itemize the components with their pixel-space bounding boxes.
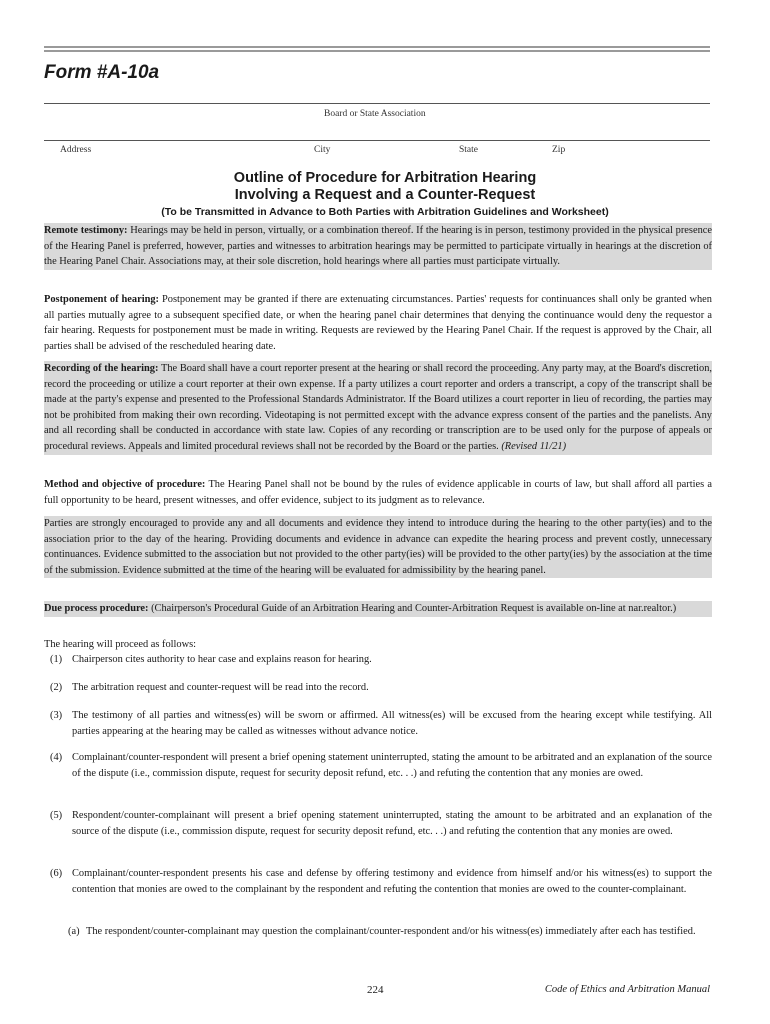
procedure-substep [68,924,712,940]
step-number: (4) [50,752,63,763]
step-text: The testimony of all parties and witness(es) will be sworn or affirmed. All witness(es) will be excused from the hearing except while testifying. All parties appearing at the hearing may be called as witnesses without advance notice. [72,710,712,737]
recording-text: The Board shall have a court reporter present at the hearing or shall record the proceeding. Any party may, at the Board's discretion, record the proceeding or utilize a court reporter at their own expense. If a party utilizes a court reporter and orders a transcript, a copy of the transcript shall be made at the party's expense and presented to the Professional Standards Administrator. If the Board utilizes a court reporter in lieu of recording, the parties may not be prohibited from making their own recording. Videotaping is not permitted except with the advance express consent of the parties and the panelists. Any and all recording shall be conducted in accordance with state law. Copies of any recording or transcription are to be used only for the purpose of appeals or procedural reviews. Appeals and limited procedural reviews shall not be recorded by the Board or the parties. [44,363,713,452]
due-process-text: (Chairperson's Procedural Guide of an Arbitration Hearing and Counter-Arbitration Request is available on-line at nar.realtor.) [151,603,677,614]
step-number: (1) [50,654,63,665]
recording-label: Recording of the hearing: [44,363,159,374]
procedure-step [50,866,712,897]
top-rule [44,46,710,48]
board-field-line[interactable] [44,103,710,104]
parties-text: Parties are strongly encouraged to provide any and all documents and evidence they intend to introduce during the hearing to the other party(ies) and to the association prior to the day of the hearing. Providing documents and evidence in advance can expedite the hearing process and prevent costly, unnecessary continuances. Evidence submitted to the association but not provided to the other party(ies) will be provided to the other party(ies) by the association at the time of the submission. Evidence submitted at the time of the hearing will be evaluated for admissibility by the hearing panel. [44,518,712,576]
procedure-step [50,680,712,696]
step-text: The arbitration request and counter-request will be read into the record. [72,682,369,693]
step-number: (5) [50,810,63,821]
procedure-step [50,750,712,781]
remote-testimony-paragraph [44,223,712,270]
revised-note: (Revised 11/21) [501,440,567,452]
top-rule [44,50,710,52]
step-text: Respondent/counter-complainant will present a brief opening statement uninterrupted, stating the amount to be arbitrated and an explanation of the source of the dispute (i.e., commission dispute, request for security deposit refund, etc. . .) and refuting the contention that any monies are owed. [72,810,712,837]
step-text: Chairperson cites authority to hear case and explains reason for hearing. [72,654,372,665]
remote-testimony-text: Hearings may be held in person, virtually, or a combination thereof. If the hearing is in person, testimony provided in the physical presence of the Hearing Panel is preferred, however, parties and witnesses to arbitration hearings may be permitted to participate virtually in hearings at the discretion of the Hearing Panel Chair. Associations may, at their sole discretion, hold hearings where all parties must participate virtually. [44,225,712,268]
remote-testimony-label: Remote testimony: [44,225,128,236]
zip-field-label: Zip [552,145,566,155]
substep-letter: (a) [68,926,80,937]
postponement-text: Postponement may be granted if there are extenuating circumstances. Parties' requests for continuances shall only be granted when all parties mutually agree to a subsequent specified date, or when the hearing panel chair determines that denying the continuance would deny the requestor a fair hearing. Requests for postponement must be made in writing. Requests are reviewed by the Hearing Panel Chair. If the request is approved by the Chair, all parties shall be advised of the rescheduled hearing date. [44,294,712,352]
procedure-step [50,708,712,739]
proceed-intro: The hearing will proceed as follows: [44,639,197,650]
method-text: The Hearing Panel shall not be bound by the rules of evidence applicable in courts of law, but shall afford all parties a full opportunity to be heard, present witnesses, and offer evidence, subject to its judgment as to relevance. [44,479,712,506]
document-subtitle: (To be Transmitted in Advance to Both Parties with Arbitration Guidelines and Worksheet) [161,206,609,218]
board-field-label: Board or State Association [324,109,426,119]
document-title-line2: Involving a Request and a Counter-Request [234,187,536,203]
step-text: Complainant/counter-respondent presents his case and defense by offering testimony and evidence from himself and/or his witness(es) to support the contention that monies are owed to the complainant by the respondent and refuting the contention that monies are owed to the counter-complainant. [72,868,712,895]
step-number: (3) [50,710,63,721]
method-label: Method and objective of procedure: [44,479,206,490]
address-field-label: Address [60,145,92,155]
step-number: (2) [50,682,63,693]
due-process-label: Due process procedure: [44,603,149,614]
state-field-label: State [459,145,478,155]
parties-paragraph [44,516,712,578]
recording-paragraph [44,361,712,455]
document-title-line1: Outline of Procedure for Arbitration Hearing [233,170,537,186]
city-field-label: City [314,145,331,155]
method-paragraph [44,477,712,508]
procedure-step [50,652,712,668]
postponement-label: Postponement of hearing: [44,294,160,305]
page-number: 224 [367,984,384,996]
form-title: Form #A-10a [44,62,160,83]
substep-text: The respondent/counter-complainant may question the complainant/counter-respondent and/or his witness(es) immediately after each has testified. [86,926,696,937]
step-number: (6) [50,868,63,879]
step-text: Complainant/counter-respondent will present a brief opening statement uninterrupted, stating the amount to be arbitrated and an explanation of the source of the dispute (i.e., commission dispute, request for security deposit refund, etc. . .) and refuting the contention that any monies are owed. [72,752,712,779]
procedure-step [50,808,712,839]
postponement-paragraph [44,292,712,354]
footer-manual-title: Code of Ethics and Arbitration Manual [544,984,710,995]
address-field-line[interactable] [44,140,710,141]
due-process-paragraph [44,601,712,617]
